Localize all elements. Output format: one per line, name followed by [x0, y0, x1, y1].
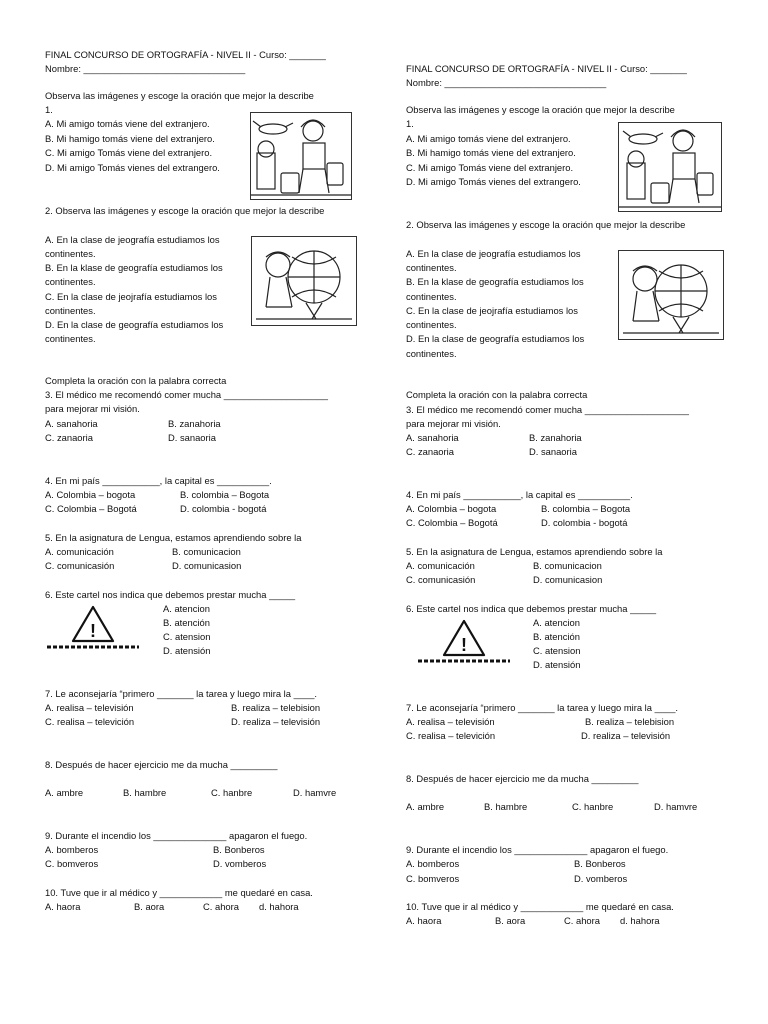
q2-instruction: 2. Observa las imágenes y escoge la oración que mejor la describe: [45, 205, 325, 216]
q9-option-d: D. vomberos: [574, 873, 628, 884]
q6-option-b: B. atención: [533, 631, 580, 642]
q3-prompt-2: para mejorar mi visión.: [406, 418, 501, 429]
q8-option-d: D. hamvre: [293, 787, 337, 798]
q8-prompt: 8. Después de hacer ejercicio me da mucha _________: [45, 759, 278, 770]
q10-option-c: C. ahora: [203, 901, 239, 912]
q6-option-b: B. atención: [163, 617, 210, 628]
traveler-illustration: [618, 122, 722, 212]
q1-option-c: C. Mi amigo Tomás viene del extranjero.: [406, 162, 574, 173]
q5-option-a: A. comunicación: [406, 560, 475, 571]
q4-option-b: B. colombia – Bogota: [180, 489, 270, 500]
q6-option-d: D. atensión: [533, 659, 581, 670]
q8-prompt: 8. Después de hacer ejercicio me da mucha _________: [406, 773, 639, 784]
q3-prompt-1: 3. El médico me recomendó comer mucha ____________________: [406, 404, 689, 415]
q8-option-c: C. hanbre: [211, 787, 253, 798]
worksheet-title: FINAL CONCURSO DE ORTOGRAFÍA - NIVEL II - Curso: _______: [406, 63, 687, 74]
q9-option-b: B. Bonberos: [213, 844, 265, 855]
q2-line-5: C. En la clase de jeojrafía estudiamos los: [45, 291, 217, 302]
q10-option-a: A. haora: [406, 915, 442, 926]
q5-option-b: B. comunicacion: [533, 560, 602, 571]
traveler-illustration: [250, 112, 352, 200]
q6-option-a: A. atencion: [533, 617, 580, 628]
worksheet-right: [361, 0, 745, 1024]
q1-number: 1.: [406, 118, 414, 129]
q10-option-d: d. hahora: [620, 915, 660, 926]
name-line: Nombre: _______________________________: [406, 77, 607, 88]
q6-option-c: C. atension: [533, 645, 581, 656]
q3-instruction: Completa la oración con la palabra correcta: [45, 375, 227, 386]
q6-prompt: 6. Este cartel nos indica que debemos prestar mucha _____: [45, 589, 296, 600]
worksheet-title: FINAL CONCURSO DE ORTOGRAFÍA - NIVEL II - Curso: _______: [45, 49, 326, 60]
warning-symbol: !: [90, 621, 96, 641]
q6-option-d: D. atensión: [163, 645, 211, 656]
q9-option-a: A. bomberos: [406, 858, 460, 869]
q7-option-d: D. realiza – televisión: [231, 716, 321, 727]
q3-option-a: A. sanahoria: [45, 418, 98, 429]
q3-prompt-1: 3. El médico me recomendó comer mucha ____________________: [45, 389, 328, 400]
q1-option-a: A. Mi amigo tomás viene del extranjero.: [406, 133, 571, 144]
q3-option-b: B. zanahoria: [168, 418, 221, 429]
q9-prompt: 9. Durante el incendio los ______________ apagaron el fuego.: [45, 830, 308, 841]
q3-prompt-2: para mejorar mi visión.: [45, 403, 140, 414]
q2-line-4: continentes.: [45, 276, 96, 287]
q4-option-b: B. colombia – Bogota: [541, 503, 631, 514]
q10-option-d: d. hahora: [259, 901, 299, 912]
q1-instruction: Observa las imágenes y escoge la oración que mejor la describe: [45, 90, 314, 101]
q2-line-3: B. En la klase de geografía estudiamos los: [45, 262, 223, 273]
q3-option-a: A. sanahoria: [406, 432, 459, 443]
q9-option-b: B. Bonberos: [574, 858, 626, 869]
warning-symbol: !: [461, 635, 467, 655]
q9-option-c: C. bomveros: [406, 873, 460, 884]
q6-option-c: C. atension: [163, 631, 211, 642]
q2-line-8: continentes.: [406, 348, 457, 359]
q4-prompt: 4. En mi país ___________, la capital es __________.: [406, 489, 633, 500]
q3-instruction: Completa la oración con la palabra correcta: [406, 389, 588, 400]
q4-option-a: A. Colombia – bogota: [406, 503, 497, 514]
q4-option-d: D. colombia - bogotá: [180, 503, 267, 514]
q2-line-3: B. En la klase de geografía estudiamos los: [406, 276, 584, 287]
q7-option-a: A. realisa – televisión: [406, 716, 495, 727]
q10-prompt: 10. Tuve que ir al médico y ____________ me quedaré en casa.: [45, 887, 313, 898]
q2-line-5: C. En la clase de jeojrafía estudiamos los: [406, 305, 578, 316]
q5-prompt: 5. En la asignatura de Lengua, estamos aprendiendo sobre la: [406, 546, 663, 557]
q7-option-d: D. realiza – televisión: [581, 730, 671, 741]
q2-line-1: A. En la clase de jeografía estudiamos los: [45, 234, 220, 245]
q7-option-c: C. realisa – televición: [406, 730, 496, 741]
q4-prompt: 4. En mi país ___________, la capital es __________.: [45, 475, 272, 486]
q1-number: 1.: [45, 104, 53, 115]
warning-sign-icon: [416, 617, 512, 667]
q5-option-d: D. comunicasion: [172, 560, 242, 571]
q10-option-c: C. ahora: [564, 915, 600, 926]
q7-prompt: 7. Le aconsejaría “primero _______ la tarea y luego mira la ____.: [45, 688, 318, 699]
q5-option-a: A. comunicación: [45, 546, 114, 557]
q3-option-d: D. sanaoria: [529, 446, 577, 457]
q8-option-a: A. ambre: [45, 787, 84, 798]
q8-option-d: D. hamvre: [654, 801, 698, 812]
q9-option-a: A. bomberos: [45, 844, 99, 855]
q8-option-b: B. hambre: [484, 801, 528, 812]
q1-option-b: B. Mi hamigo tomás viene del extranjero.: [45, 133, 215, 144]
q9-option-d: D. vomberos: [213, 858, 267, 869]
q10-prompt: 10. Tuve que ir al médico y ____________ me quedaré en casa.: [406, 901, 674, 912]
q5-option-d: D. comunicasion: [533, 574, 603, 585]
girl-with-globe-illustration: [251, 236, 357, 326]
q2-line-8: continentes.: [45, 333, 96, 344]
q1-option-a: A. Mi amigo tomás viene del extranjero.: [45, 118, 210, 129]
warning-sign-icon: [45, 603, 141, 653]
q6-prompt: 6. Este cartel nos indica que debemos prestar mucha _____: [406, 603, 657, 614]
q4-option-c: C. Colombia – Bogotá: [45, 503, 137, 514]
girl-with-globe-illustration: [618, 250, 724, 340]
q8-option-b: B. hambre: [123, 787, 167, 798]
q2-line-1: A. En la clase de jeografía estudiamos los: [406, 248, 581, 259]
q7-option-a: A. realisa – televisión: [45, 702, 134, 713]
q2-line-2: continentes.: [406, 262, 457, 273]
q9-prompt: 9. Durante el incendio los ______________ apagaron el fuego.: [406, 844, 669, 855]
q4-option-a: A. Colombia – bogota: [45, 489, 136, 500]
q4-option-d: D. colombia - bogotá: [541, 517, 628, 528]
q1-option-d: D. Mi amigo Tomás vienes del extrangero.: [45, 162, 220, 173]
q7-option-b: B. realiza – telebision: [585, 716, 675, 727]
q7-prompt: 7. Le aconsejaría “primero _______ la tarea y luego mira la ____.: [406, 702, 679, 713]
q10-option-b: B. aora: [134, 901, 165, 912]
q5-option-c: C. comunicasión: [406, 574, 476, 585]
q2-line-4: continentes.: [406, 291, 457, 302]
q5-prompt: 5. En la asignatura de Lengua, estamos aprendiendo sobre la: [45, 532, 302, 543]
q5-option-b: B. comunicacion: [172, 546, 241, 557]
q2-line-7: D. En la clase de geografía estudiamos los: [406, 333, 585, 344]
q1-option-c: C. Mi amigo Tomás viene del extranjero.: [45, 147, 213, 158]
q10-option-a: A. haora: [45, 901, 81, 912]
q3-option-c: C. zanaoria: [406, 446, 454, 457]
q10-option-b: B. aora: [495, 915, 526, 926]
q2-instruction: 2. Observa las imágenes y escoge la oración que mejor la describe: [406, 219, 686, 230]
q9-option-c: C. bomveros: [45, 858, 99, 869]
q2-line-6: continentes.: [45, 305, 96, 316]
q2-line-6: continentes.: [406, 319, 457, 330]
q7-option-b: B. realiza – telebision: [231, 702, 321, 713]
q8-option-a: A. ambre: [406, 801, 445, 812]
q8-option-c: C. hanbre: [572, 801, 614, 812]
q3-option-d: D. sanaoria: [168, 432, 216, 443]
q4-option-c: C. Colombia – Bogotá: [406, 517, 498, 528]
q6-option-a: A. atencion: [163, 603, 210, 614]
q1-option-b: B. Mi hamigo tomás viene del extranjero.: [406, 147, 576, 158]
q1-option-d: D. Mi amigo Tomás vienes del extrangero.: [406, 176, 581, 187]
q3-option-b: B. zanahoria: [529, 432, 582, 443]
q3-option-c: C. zanaoria: [45, 432, 93, 443]
q1-instruction: Observa las imágenes y escoge la oración que mejor la describe: [406, 104, 675, 115]
q5-option-c: C. comunicasión: [45, 560, 115, 571]
q2-line-2: continentes.: [45, 248, 96, 259]
q7-option-c: C. realisa – televición: [45, 716, 135, 727]
name-line: Nombre: _______________________________: [45, 63, 246, 74]
q2-line-7: D. En la clase de geografía estudiamos los: [45, 319, 224, 330]
